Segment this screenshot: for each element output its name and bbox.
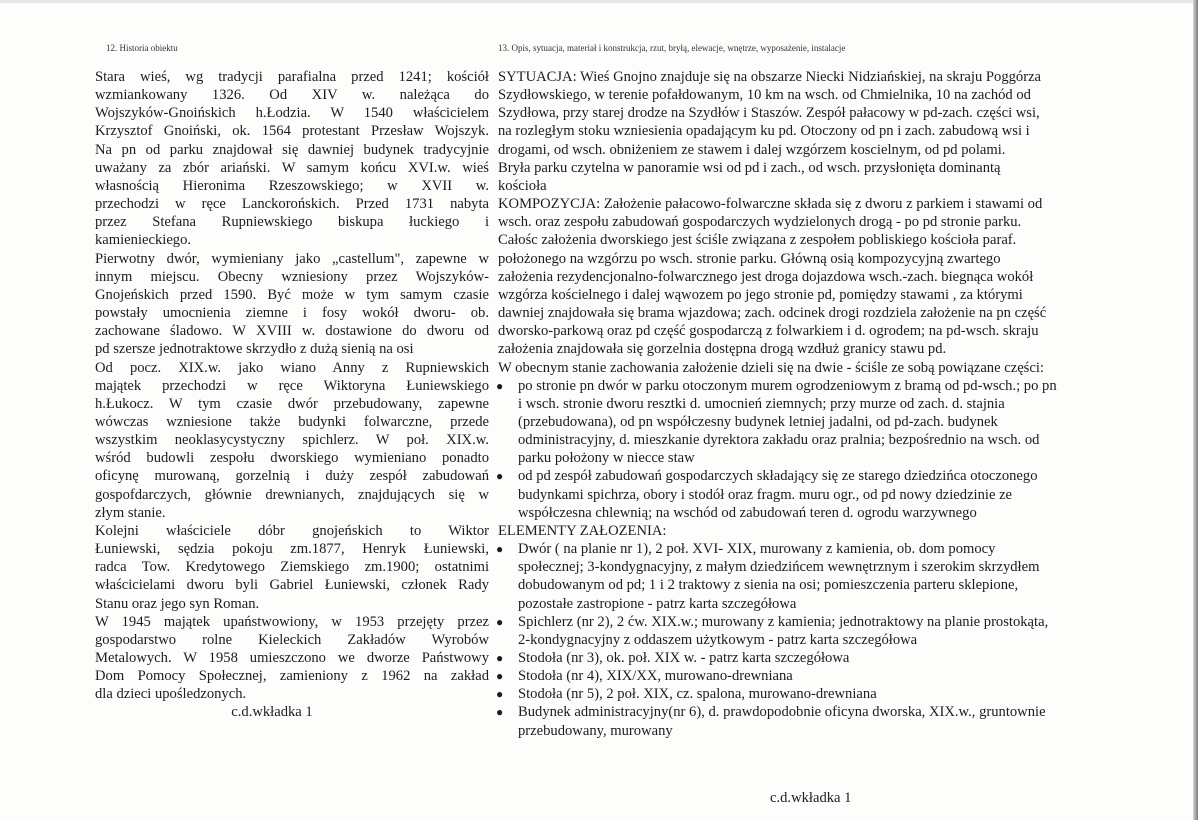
description-line: SYTUACJA: Wieś Gnojno znajduje się na obszarze Niecki Nidziańskiej, na skraju Poggórza — [498, 69, 1042, 85]
history-line: oficynę murowaną, gorzelnią i duży zespół zabudowań — [95, 468, 489, 485]
description-line: na rozległym stoku wzniesienia opadającym ku pd. Otoczony od pn i zach. zabudową wsi i — [498, 123, 1030, 140]
bullet-list-item — [498, 467, 1148, 485]
description-line: i wsch. stronie dworu resztki d. umocnień ziemnych; przy murze od zach. d. stajnia — [518, 395, 1005, 412]
bullet-list-item — [498, 649, 1148, 667]
description-line: założenia rezydencjonalno-folwarcznego jest droga dojazdowa wsch.-zach. biegnąca wokół — [498, 268, 1034, 285]
bullet-dot-icon: ● — [496, 687, 504, 702]
section-header-history: 12. Historia obiektu — [106, 43, 178, 53]
bullet-text: Spichlerz (nr 2), 2 ćw. XIX.w.; murowany z kamienia; jednotraktowy na planie prostokąta, — [518, 613, 1049, 630]
history-line: wówczas wzniesione także budynki folwarczne, przede — [95, 413, 489, 430]
section-header-description: 13. Opis, sytuacja, materiał i konstrukcja, rzut, bryłą, elewacje, wnętrze, wyposażenie, instalacje — [498, 43, 846, 53]
scan-top-edge — [0, 0, 1198, 3]
history-line: Metalowych. W 1958 umieszczono we dworze Państwowy — [95, 650, 489, 666]
bullet-text: od pd zespół zabudowań gospodarczych składający się ze starego dziedzińca otoczonego — [518, 468, 1038, 485]
bullet-text: Stodoła (nr 4), XIX/XX, murowano-drewniana — [518, 668, 793, 685]
history-line: przez Stefana Rupniewskiego biskupa łuckiego i — [95, 214, 489, 231]
history-line: wzmiankowany 1326. Od XIV w. należąca do — [95, 87, 489, 104]
history-line: Gnojeńskich przed 1590. Być może w tym samym czasie — [95, 286, 489, 303]
scan-right-edge — [1193, 0, 1198, 820]
history-line: Krzysztof Gnoiński, ok. 1564 protestant Przesław Wojszyk. — [95, 123, 489, 140]
history-line: złym stanie. — [95, 504, 166, 521]
description-line: przebudowany, murowany — [518, 722, 673, 739]
bullet-list-item — [498, 703, 1148, 721]
history-text-column — [95, 68, 489, 722]
history-line: powstały umocnienia ziemne i fosy wokół dworu- ob. — [95, 305, 489, 322]
bullet-text: Budynek administracyjny(nr 6), d. prawdopodobnie oficyna dworska, XIX.w., gruntownie — [518, 704, 1046, 721]
bullet-dot-icon: ● — [496, 378, 504, 393]
bullet-list-item — [498, 667, 1148, 685]
bullet-text: po stronie pn dwór w parku otoczonym murem ogrodzeniowym z bramą od pd-wsch.; po pn — [518, 377, 1057, 394]
bullet-dot-icon: ● — [496, 614, 504, 629]
history-line: gospofdarczych, głównie drewnianych, znajdujących się w — [95, 486, 489, 503]
history-line: gospodarstwo rolne Kieleckich Zakładów Wyrobów — [95, 631, 489, 648]
history-line: Stanu oraz jego syn Roman. — [95, 595, 260, 612]
history-line: kamienieckiego. — [95, 232, 192, 249]
description-line: społecznej; 3-kondygnacyjny, z małym dziedzińcem wewnętrznym i szerokim skrzydłem — [518, 559, 1040, 576]
bullet-dot-icon: ● — [496, 651, 504, 665]
bullet-text: Stodoła (nr 5), 2 poł. XIX, cz. spalona, murowano-drewniana — [518, 686, 877, 703]
bullet-text: Stodoła (nr 3), ok. poł. XIX w. - patrz karta szczegółowa — [518, 650, 850, 666]
description-line: Całośc założenia dworskiego jest ściśle związana z zespołem pobliskiego kościoła paraf. — [498, 232, 1017, 249]
history-line: W 1945 majątek upaństwowiony, w 1953 przejęty przez — [95, 613, 489, 630]
description-line: KOMPOZYCJA: Założenie pałacowo-folwarczne składa się z dworu z parkiem i stawami od — [498, 196, 1043, 213]
history-line: radca Tow. Kredytowego Ziemskiego zm.1900; ostatnimi — [95, 559, 489, 576]
history-line: wszystkim neoklasycystyczny spichlerz. W poł. XIX.w. — [95, 432, 489, 449]
description-line: Szydłowskiego, w terenie pofałdowanym, 10 km na wsch. od Chmielnika, 10 na zachód od — [498, 87, 1031, 104]
bullet-text: Dwór ( na planie nr 1), 2 poł. XVI- XIX, murowany z kamienia, ob. dom pomocy — [518, 541, 996, 558]
description-line: pozostałe zastropione - patrz karta szczegółowa — [518, 595, 797, 612]
history-line: wśród budowli zespołu dworskiego wymieniano ponadto — [95, 450, 489, 467]
history-line: c.d.wkładka 1 — [231, 704, 313, 721]
history-line: h.Łukocz. W tym czasie dwór przebudowany, zapewne — [95, 395, 489, 412]
description-line: kościoła — [498, 177, 547, 194]
bullet-list-item — [498, 685, 1148, 703]
description-line: współczesna chlewnią; na wschód od zabudowań teren d. ogrodu warzywnego — [518, 504, 977, 521]
bullet-dot-icon: ● — [496, 669, 504, 684]
description-line: (przebudowana), od pn współczesny budynek letniej jadalni, od pd-zach. budynek — [518, 413, 998, 430]
history-line: właścicielami dworu byli Gabriel Łuniewski, członek Rady — [95, 577, 489, 594]
history-line: Na pn od parku znajdował się dawniej budynek tradycyjnie — [95, 141, 489, 158]
description-line: odministracyjny, d. mieszkanie dyrektora zakładu oraz pralnia; bezpośrednio na wsch. od — [518, 432, 1040, 449]
history-line: przechodzi w ręce Lanckorońskich. Przed 1731 nabyta — [95, 196, 489, 213]
bullet-dot-icon: ● — [496, 542, 504, 557]
description-text-column — [498, 68, 1148, 740]
description-line: Szydłowa, przy starej drodze na Szydłów i Staszów. Zespół pałacowy w pd-zach. części wsi, — [498, 105, 1040, 122]
description-line: budynkami spichrza, obory i stodół oraz fragm. muru ogr., od pd nowy dziedzinie ze — [518, 486, 1013, 503]
history-line: Wojszyków-Gnoińskich h.Łodzia. W 1540 właścicielem — [95, 105, 489, 122]
description-line: wsch. oraz zespołu zabudowań gospodarczych wydzielonych drogą - po pd stronie parku. — [498, 214, 1022, 231]
history-line: innym miejscu. Obecny wzniesiony przez Wojszyków- — [95, 268, 489, 285]
description-line: ELEMENTY ZAŁOZENIA: — [498, 522, 667, 539]
description-line: 2-kondygnacyjny z oddaszem użytkowym - patrz karta szczegółowa — [518, 631, 918, 648]
description-line: Bryła parku czytelna w panoramie wsi od pd i zach., od wsch. przysłonięta dominantą — [498, 159, 1001, 176]
history-line: Pierwotny dwór, wymieniany jako „castellum", zapewne w — [95, 250, 489, 267]
history-line: Stara wieś, wg tradycji parafialna przed 1241; kościół — [95, 69, 489, 85]
history-line: pd szersze jednotraktowe skrzydło z dużą sienią na osi — [95, 341, 414, 358]
history-line: Łuniewski, sędzia pokoju zm.1877, Henryk Łuniewski, — [95, 541, 489, 558]
bullet-list-item — [498, 613, 1148, 631]
history-line: Dom Pomocy Społecznej, zamieniony z 1962 na zakład — [95, 668, 489, 685]
continuation-note: c.d.wkładka 1 — [770, 790, 852, 806]
description-line: parku położony w niecce staw — [518, 450, 695, 467]
description-line: W obecnym stanie zachowania założenie dzieli się na dwie - ściśle ze sobą powiązane części: — [498, 359, 1044, 376]
description-line: założenia znajdowała się gorzelnia dostępna drogą wzdłuż granicy stawu pd. — [498, 341, 947, 358]
bullet-list-item — [498, 540, 1148, 558]
history-line: własnością Hieronima Rzeszowskiego; w XVII w. — [95, 177, 489, 194]
description-line: dworsko-parkową oraz pd część gospodarczą z folwarkiem i d. ogrodem; na pd-wsch. skraju — [498, 323, 1039, 340]
bullet-list-item — [498, 377, 1148, 395]
bullet-dot-icon: ● — [496, 469, 504, 484]
history-line: majątek przechodzi w ręce Wiktoryna Łuniewskiego — [95, 377, 489, 394]
history-line: uważany za zbór ariański. W samym końcu XVI.w. wieś — [95, 159, 489, 176]
description-line: położonego na wzgórzu po wsch. stronie parku. Główną osią kompozycyjną zwartego — [498, 250, 1001, 267]
history-line: dla dzieci upośledzonych. — [95, 686, 247, 703]
history-line: Od pocz. XIX.w. jako wiano Anny z Rupniewskich — [95, 359, 489, 376]
description-line: dobudowanym od pd; 1 i 2 traktowy z sienia na osi; pomieszczenia parteru sklepione, — [518, 577, 1019, 594]
bullet-dot-icon: ● — [496, 705, 504, 720]
description-line: wzgórza kościelnego i dalej wąwozem po jego stronie pd, pomiędzy stawami , za którymi — [498, 286, 1023, 303]
history-line: zachowane śladowo. W XVIII w. dostawione do dworu od — [95, 323, 489, 340]
history-line: Kolejni właściciele dóbr gnojeńskich to Wiktor — [95, 522, 489, 539]
description-line: drogami, od wsch. obniżeniem ze stawem i dalej wzgórzem koscielnym, od pd polami. — [498, 141, 1006, 158]
description-line: dawniej znajdowała się brama wjazdowa; zach. odcinek drogi rozdziela założenie na pn część — [498, 305, 1047, 322]
